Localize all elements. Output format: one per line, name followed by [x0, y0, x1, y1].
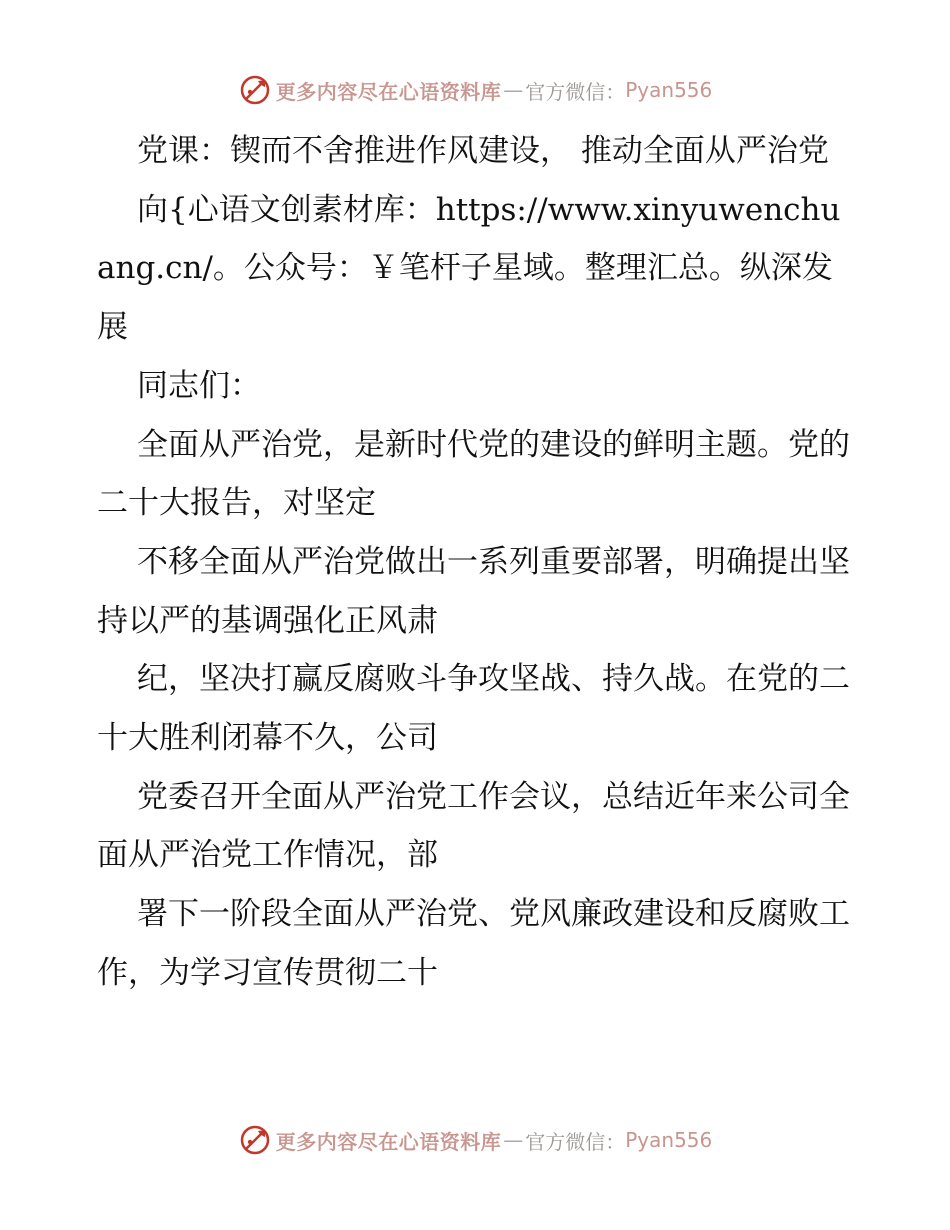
- salutation: 同志们：: [137, 367, 261, 404]
- document-paragraph: 署下一阶段全面从严治党、党风廉政建设和反腐败工作，为学习宣传贯彻二十: [97, 896, 850, 991]
- document-title: 党课：锲而不舍推进作风建设， 推动全面从严治党: [137, 133, 829, 169]
- header-watermark: [0, 70, 950, 110]
- watermark-primary-text: 更多内容尽在心语资料库: [275, 1129, 502, 1154]
- quill-logo-icon: [238, 1123, 272, 1157]
- document-paragraph: 向{心语文创素材库：https://www.xinyuwenchuang.cn/。公众号：￥笔杆子星域。整理汇总。纵深发展: [97, 191, 841, 346]
- document-paragraph: 党委召开全面从严治党工作会议，总结近年来公司全面从严治党工作情况，部: [97, 778, 850, 874]
- watermark-wechat-account: Pyan556: [625, 1128, 713, 1152]
- document-body: [97, 122, 857, 1003]
- watermark-wechat-account: Pyan556: [625, 78, 713, 102]
- quill-logo-icon: [238, 73, 272, 107]
- watermark-wechat-label: 官方微信：: [525, 1129, 626, 1154]
- footer-watermark: [0, 1120, 950, 1160]
- watermark-primary-text: 更多内容尽在心语资料库: [275, 79, 502, 104]
- document-paragraph: 纪，坚决打赢反腐败斗争攻坚战、持久战。在党的二十大胜利闭幕不久，公司: [97, 661, 850, 757]
- document-paragraph: 全面从严治党，是新时代党的建设的鲜明主题。党的二十大报告，对坚定: [97, 426, 850, 522]
- watermark-wechat-label: 官方微信：: [525, 79, 626, 104]
- watermark-dash: —: [503, 78, 524, 102]
- document-paragraph: 不移全面从严治党做出一系列重要部署，明确提出坚持以严的基调强化正风肃: [97, 543, 850, 639]
- watermark-dash: —: [503, 1128, 524, 1152]
